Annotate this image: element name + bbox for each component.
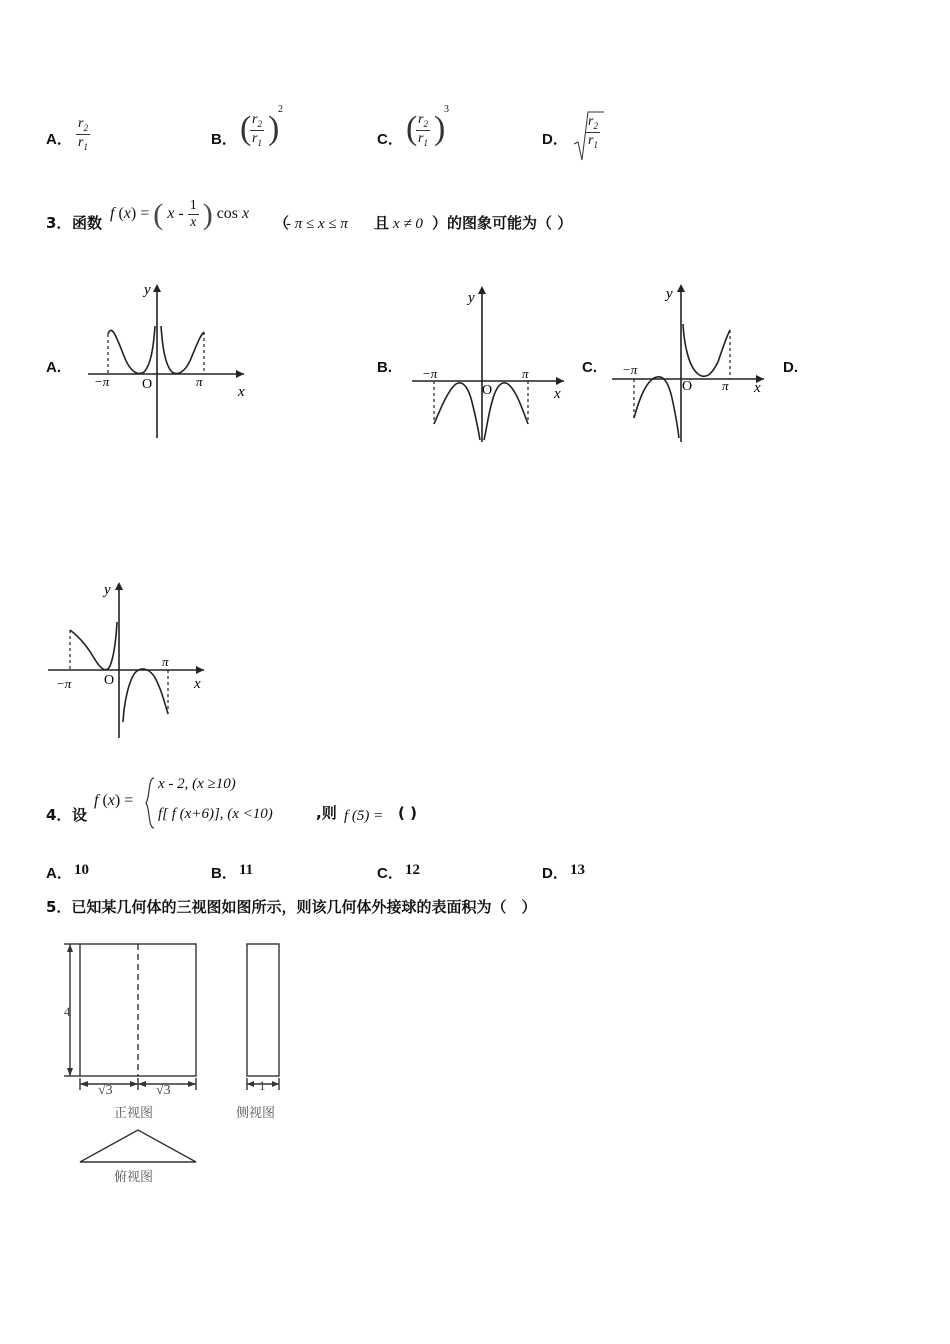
axis-y-label: y [104,582,111,598]
q3-and: 且 [374,214,390,232]
q2-option-c-letter: C． [377,131,403,148]
q4-piece2: f[ f (x+6)], (x <10) [158,806,273,822]
q4-option-a-letter: A． [46,865,72,882]
q2-option-b-letter: B． [211,131,237,148]
q5-top-caption: 俯视图 [114,1170,154,1185]
q5-front-caption: 正视图 [114,1106,154,1121]
q3-graph-a [82,280,262,442]
q4-option-a-value: 10 [74,862,89,878]
q4-brace-icon [144,776,156,830]
q2-option-c-frac: $\frac{r_2}{r_1}$ [418,112,428,148]
q3-domain: - π ≤ x ≤ π [286,216,348,232]
q3-option-b-letter: B. [377,359,392,376]
neg-pi-label: −π [94,374,110,389]
q4-ask: f (5) = [344,808,384,824]
q4-options-row [0,860,950,884]
q3-number: 3． [46,214,72,232]
q5-side-view [242,938,286,1098]
q3-suffix: ）的图象可能为（ ） [432,214,573,232]
q3-function: f (x) = ( x - $\frac{1}{x}$ ) cos x [110,198,250,231]
neg-pi-label: −π [422,366,438,381]
q5-stem: 5．已知某几何体的三视图如图所示，则该几何体外接球的表面积为（ ） [46,898,537,916]
origin-label: O [482,383,493,398]
origin-label: O [682,379,693,394]
q3-graph-d [44,578,224,740]
axis-x-label: x [754,380,761,396]
q4-then: ,则 [316,804,337,822]
neg-pi-label: −π [622,362,638,377]
origin-label: O [142,377,153,392]
q4-option-b-letter: B． [211,865,237,882]
q4-piece1: x - 2, (x ≥10) [158,776,236,792]
pi-label: π [162,654,169,669]
q3-domain-open: （ [274,214,290,232]
axis-x-label: x [238,384,245,400]
q3-prefix: 函数 [72,214,103,232]
axis-y-label: y [666,286,673,302]
q2-option-b-expr: ( [240,110,252,147]
q4-option-b-value: 11 [239,862,254,878]
q3-option-d-letter: D. [783,359,798,376]
q3-stem [46,188,926,238]
q2-option-d-letter: D． [542,131,568,148]
q3-graph-c [608,282,778,444]
axis-x-label: x [194,676,201,692]
q4-stem [46,772,926,832]
q2-option-b-frac: $\frac{r_2}{r_1}$ [252,112,262,148]
side-width-label: 1 [259,1078,266,1093]
q4-option-c-letter: C． [377,865,403,882]
origin-label: O [104,673,115,688]
q2-option-a-letter: A． [46,131,72,148]
q2-option-b-power: 2 [278,104,283,115]
pi-label: π [196,374,203,389]
q4-prefix: 设 [72,806,88,824]
axis-y-label: y [468,290,475,306]
pi-label: π [522,366,529,381]
q4-blank: ( ) [398,804,417,822]
front-width-left-label: √3 [98,1083,113,1098]
axis-x-label: x [554,386,561,402]
q4-number: 4． [46,806,72,824]
q3-cond: x ≠ 0 [393,216,423,232]
front-width-right-label: √3 [156,1083,171,1098]
q3-option-c-letter: C. [582,359,597,376]
q2-option-a-expr: $\frac{r_2}{r_1}$ [78,116,88,152]
q2-option-d-frac: $\frac{r_2}{r_1}$ [588,114,598,150]
front-height-label: 4 [64,1004,71,1019]
axis-y-label: y [144,282,151,298]
q5-side-caption: 侧视图 [236,1106,276,1121]
q2-option-c-lparen: ( [406,110,418,147]
q2-option-c-rparen: ) [434,110,446,147]
q3-option-a-letter: A. [46,359,61,376]
q5-front-view [56,938,206,1098]
pi-label: π [722,378,729,393]
q4-option-c-value: 12 [405,862,420,878]
q2-options-row [0,100,950,170]
q4-option-d-value: 13 [570,862,585,878]
q2-option-b-rparen: ) [268,110,280,147]
q5-top-view [76,1126,200,1166]
q3-graph-b [408,282,578,444]
neg-pi-label: −π [56,676,72,691]
q2-option-c-power: 3 [444,104,449,115]
q4-function-name: f (x) = [94,792,134,809]
q4-option-d-letter: D． [542,865,568,882]
